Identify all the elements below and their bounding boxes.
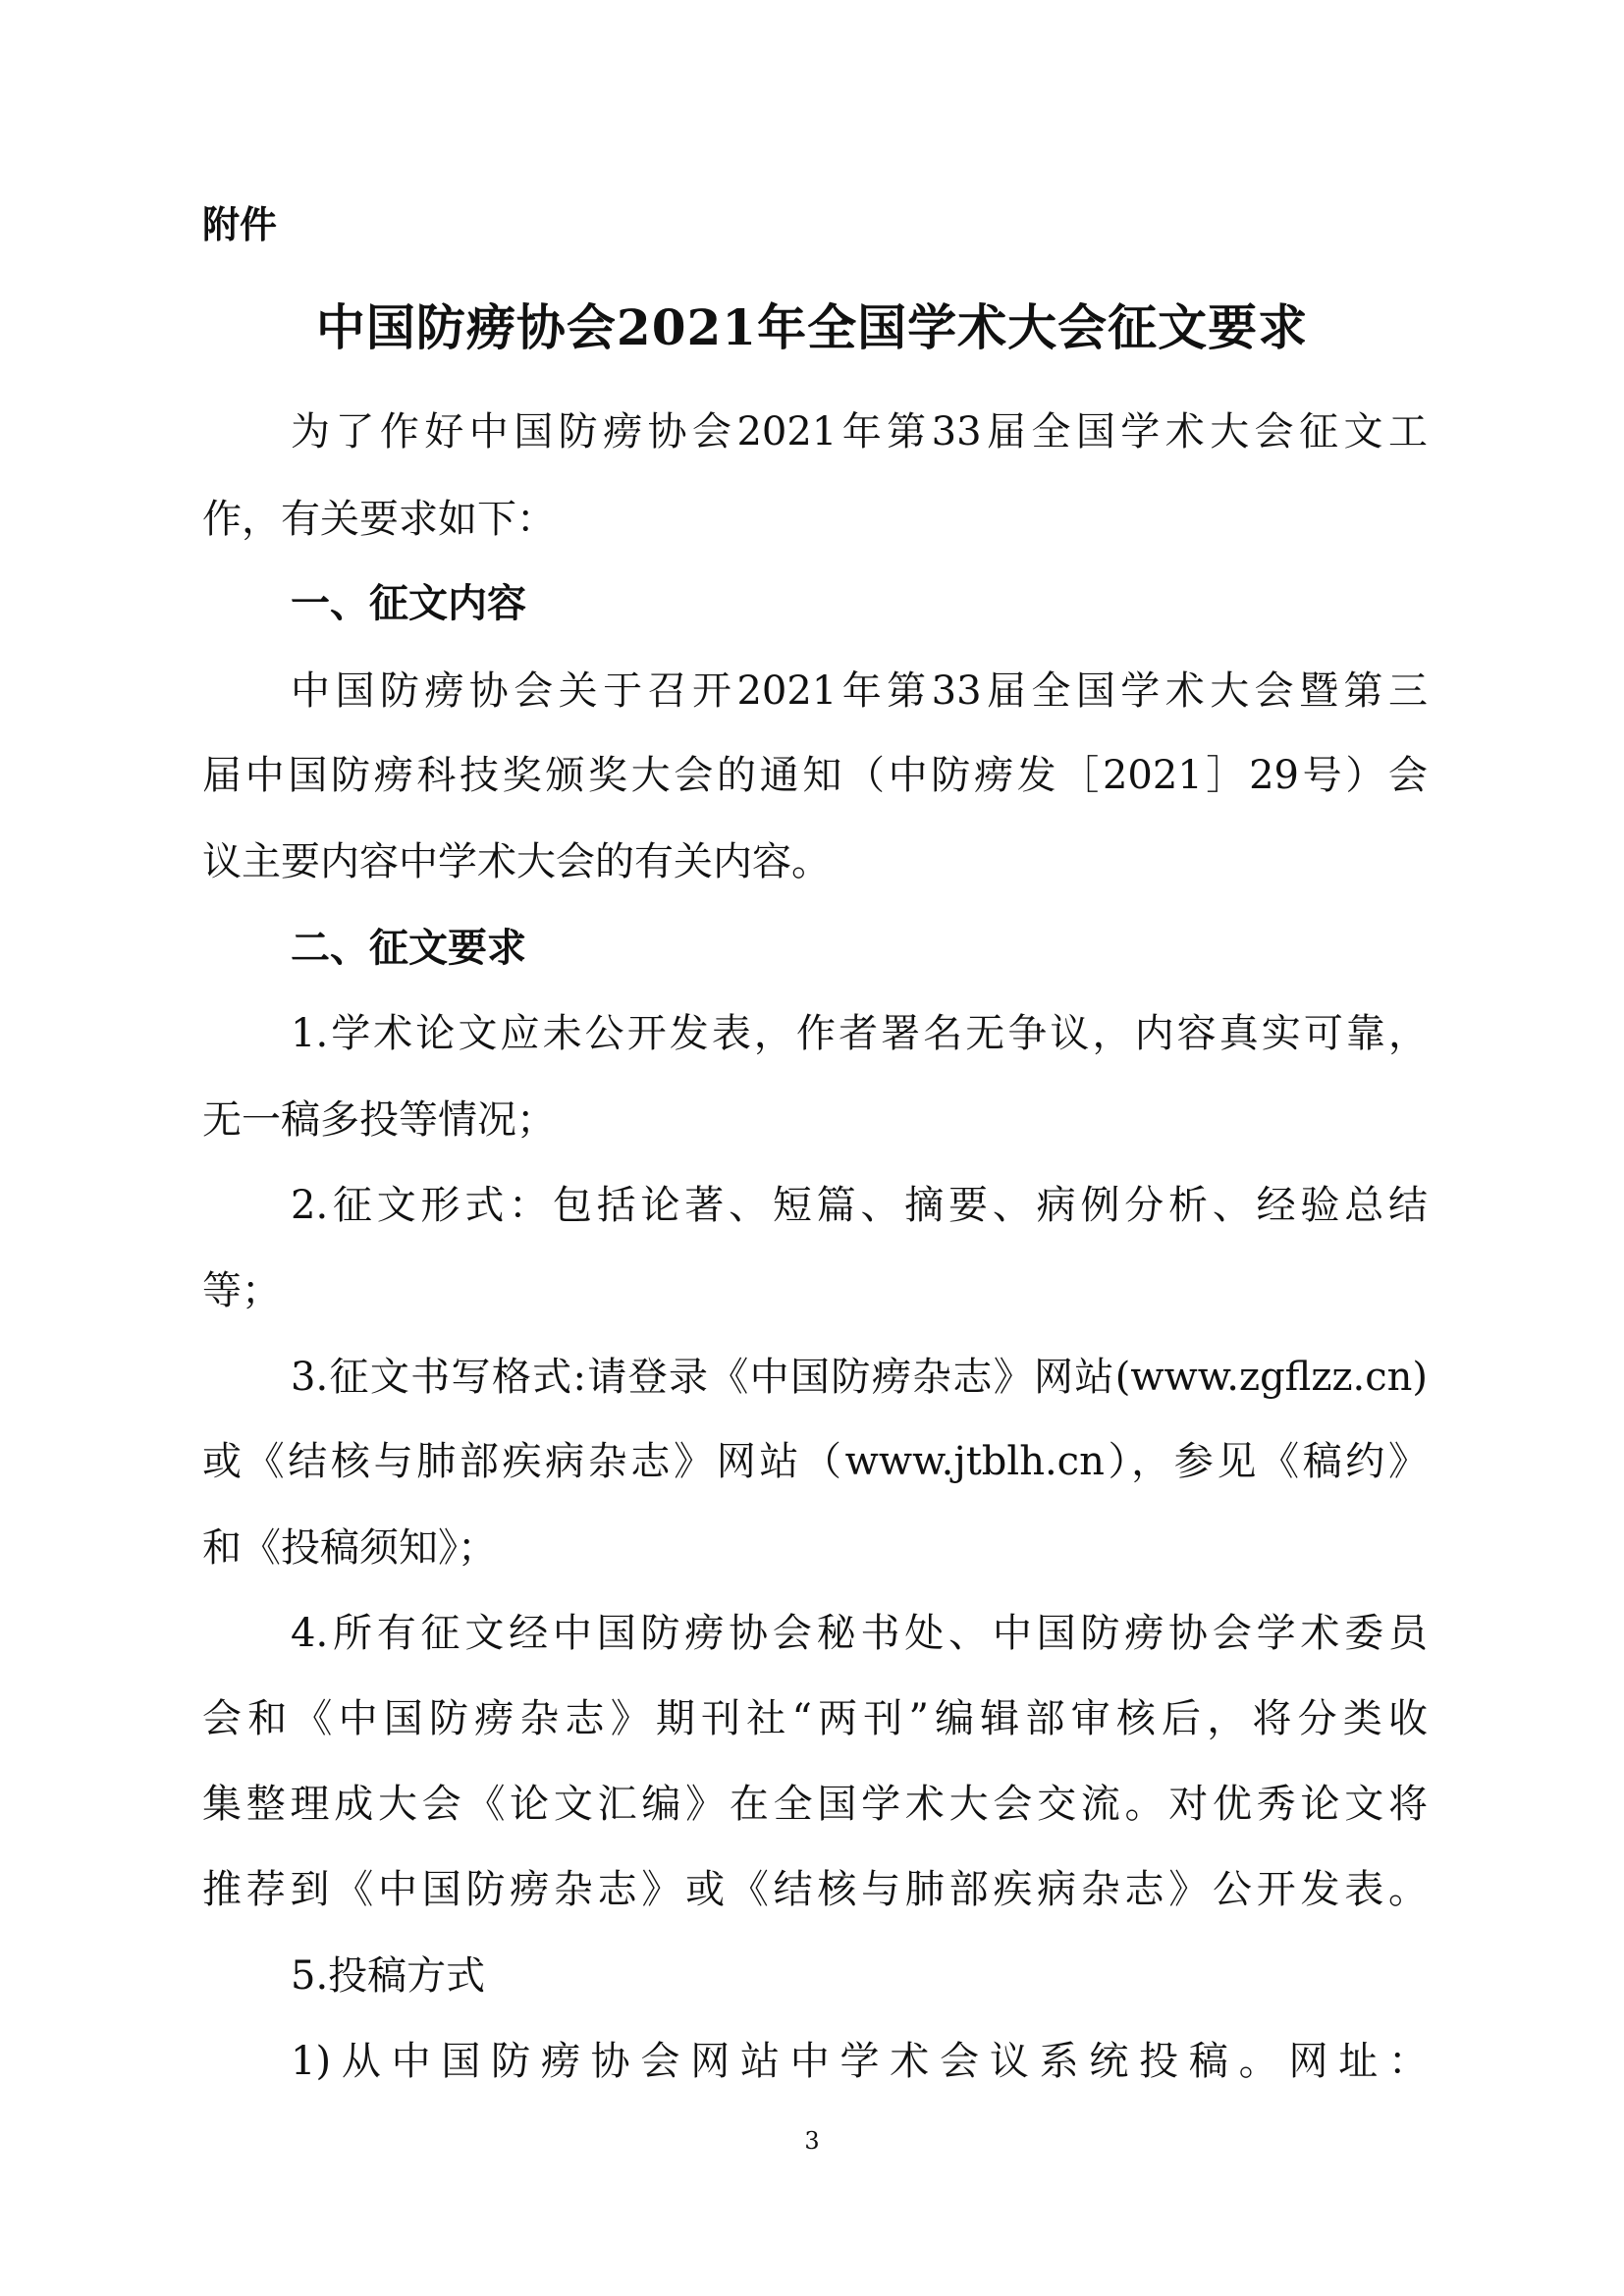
item-3-line-3: 和《投稿须知》； xyxy=(202,1525,497,1571)
item-2-line-2: 等； xyxy=(202,1268,281,1313)
attachment-label: 附件 xyxy=(202,203,278,246)
item-5-sub-1: 1)从中国防痨协会网站中学术会议系统投稿。网址： xyxy=(291,2039,1428,2084)
item-4-line-4: 推荐到《中国防痨杂志》或《结核与肺部疾病杂志》公开发表。 xyxy=(202,1867,1428,1912)
intro-line-1: 为了作好中国防痨协会2021年第33届全国学术大会征文工 xyxy=(291,409,1428,454)
item-1-line-2: 无一稿多投等情况； xyxy=(202,1097,556,1143)
document-title: 中国防痨协会2021年全国学术大会征文要求 xyxy=(315,298,1309,356)
section-2-heading: 二、征文要求 xyxy=(291,926,526,971)
page-number: 3 xyxy=(804,2127,820,2155)
section-1-heading: 一、征文内容 xyxy=(291,581,526,626)
section-1-line-3: 议主要内容中学术大会的有关内容。 xyxy=(202,839,831,884)
section-1-line-1: 中国防痨协会关于召开2021年第33届全国学术大会暨第三 xyxy=(291,668,1428,714)
section-1-line-2: 届中国防痨科技奖颁奖大会的通知（中防痨发［2021］29号）会 xyxy=(202,753,1428,798)
item-4-line-1: 4.所有征文经中国防痨协会秘书处、中国防痨协会学术委员 xyxy=(291,1611,1428,1656)
item-3-line-2: 或《结核与肺部疾病杂志》网站（www.jtblh.cn），参见《稿约》 xyxy=(202,1439,1428,1484)
item-3-line-1: 3.征文书写格式:请登录《中国防痨杂志》网站(www.zgflzz.cn) xyxy=(291,1355,1428,1400)
item-4-line-3: 集整理成大会《论文汇编》在全国学术大会交流。对优秀论文将 xyxy=(202,1782,1428,1827)
item-5-heading: 5.投稿方式 xyxy=(291,1953,486,1999)
intro-line-2: 作，有关要求如下： xyxy=(202,497,556,542)
item-4-line-2: 会和《中国防痨杂志》期刊社“两刊”编辑部审核后，将分类收 xyxy=(202,1696,1428,1741)
item-2-line-1: 2.征文形式：包括论著、短篇、摘要、病例分析、经验总结 xyxy=(291,1183,1428,1228)
item-1-line-1: 1.学术论文应未公开发表，作者署名无争议，内容真实可靠， xyxy=(291,1011,1428,1056)
